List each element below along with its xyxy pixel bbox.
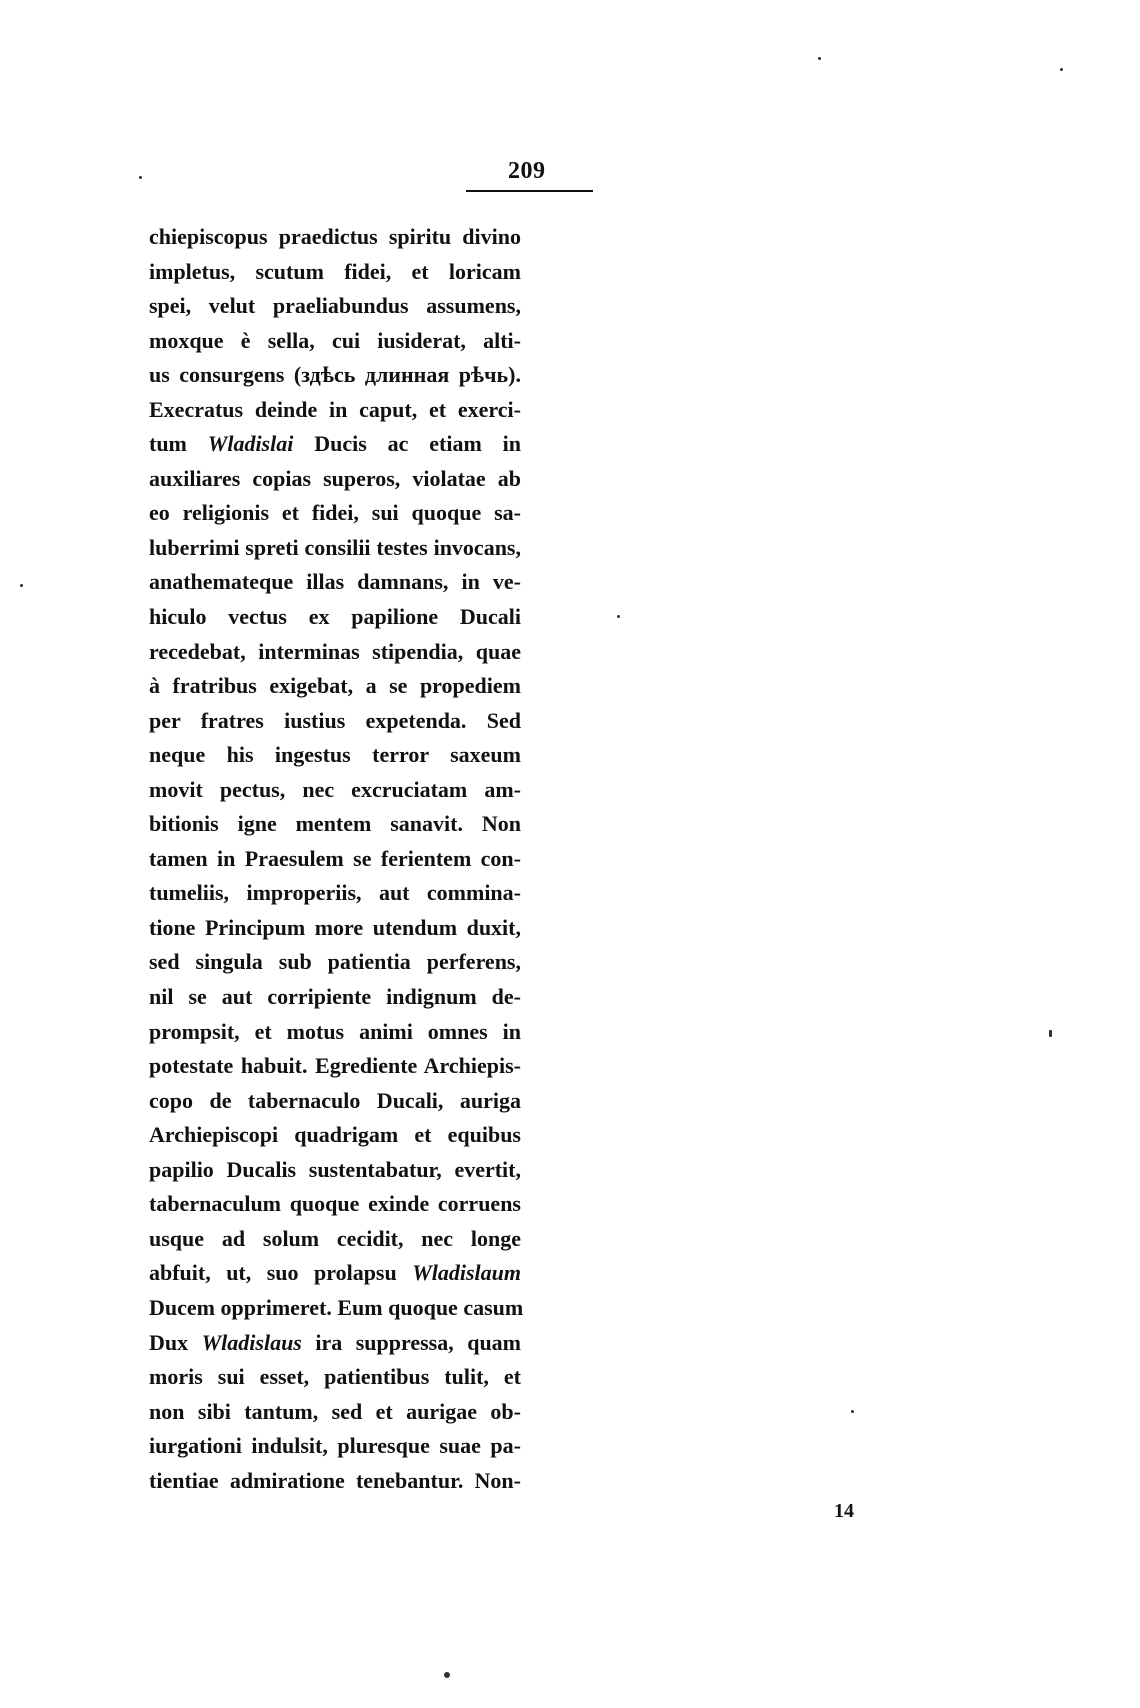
text-line: neque his ingestus terror saxeum xyxy=(149,742,521,768)
signature-mark: 14 xyxy=(834,1500,854,1522)
text-line: prompsit, et motus animi omnes in xyxy=(149,1018,521,1044)
text-line: tumeliis, improperiis, aut commina- xyxy=(149,880,521,906)
text-run: tum xyxy=(149,431,208,457)
scan-speck xyxy=(1049,1030,1052,1037)
scan-speck xyxy=(1060,68,1063,71)
text-line: à fratribus exigebat, a se propediem xyxy=(149,673,521,699)
text-line: papilio Ducalis sustentabatur, evertit, xyxy=(149,1156,521,1182)
text-line: tione Principum more utendum duxit, xyxy=(149,914,521,940)
scan-speck xyxy=(444,1672,450,1678)
text-line: recedebat, interminas stipendia, quae xyxy=(149,638,521,664)
text-line: Archiepiscopi quadrigam et equibus xyxy=(149,1122,521,1148)
text-line: tientiae admiratione tenebantur. Non- xyxy=(149,1467,521,1493)
text-run: ira suppressa, quam xyxy=(301,1329,522,1355)
scan-speck xyxy=(20,584,23,587)
scan-speck xyxy=(851,1410,854,1413)
text-line: luberrimi spreti consilii testes invocans, xyxy=(149,534,521,560)
italic-name: Wladislaum xyxy=(412,1260,521,1286)
text-line: nil se aut corripiente indignum de- xyxy=(149,984,521,1010)
text-line: movit pectus, nec excruciatam am- xyxy=(149,776,521,802)
text-line: usque ad solum cecidit, nec longe xyxy=(149,1225,521,1251)
text-line: chiepiscopus praedictus spiritu divino xyxy=(149,224,521,249)
text-line: moxque è sella, cui iusiderat, alti- xyxy=(149,327,521,353)
text-line: copo de tabernaculo Ducali, auriga xyxy=(149,1087,521,1113)
text-line: us consurgens (здѣсь длинная рѣчь). xyxy=(149,362,521,388)
text-line: Ducem opprimeret. Eum quoque casum xyxy=(149,1294,524,1320)
scan-speck xyxy=(139,176,142,179)
text-line xyxy=(149,1256,521,1291)
text-line: Execratus deinde in caput, et exerci- xyxy=(149,396,521,422)
text-line: anathemateque illas damnans, in ve- xyxy=(149,569,521,595)
italic-name: Wladislai xyxy=(207,431,294,457)
text-line: non sibi tantum, sed et aurigae ob- xyxy=(149,1398,521,1424)
text-line: eo religionis et fidei, sui quoque sa- xyxy=(149,500,521,526)
text-line xyxy=(149,427,521,462)
text-line: tamen in Praesulem se ferientem con- xyxy=(149,845,521,871)
header-rule xyxy=(466,190,593,192)
text-line: potestate habuit. Egrediente Archiepis- xyxy=(149,1053,521,1079)
text-run: Ducis ac etiam in xyxy=(293,431,522,457)
text-line: iurgationi indulsit, pluresque suae pa- xyxy=(149,1433,521,1459)
text-run: abfuit, ut, suo prolapsu xyxy=(149,1260,413,1286)
italic-name: Wladislaus xyxy=(201,1329,302,1355)
scan-speck xyxy=(818,57,821,60)
text-line: hiculo vectus ex papilione Ducali xyxy=(149,604,521,630)
text-line xyxy=(149,1326,521,1361)
scan-speck xyxy=(617,615,620,618)
text-line: tabernaculum quoque exinde corruens xyxy=(149,1191,521,1217)
text-line: sed singula sub patientia perferens, xyxy=(149,949,521,975)
text-line: impletus, scutum fidei, et loricam xyxy=(149,258,521,284)
page-number: 209 xyxy=(508,158,546,184)
text-line: moris sui esset, patientibus tulit, et xyxy=(149,1364,521,1390)
text-line: bitionis igne mentem sanavit. Non xyxy=(149,811,521,837)
text-line: per fratres iustius expetenda. Sed xyxy=(149,707,521,733)
body-text xyxy=(149,220,524,1498)
text-line: auxiliares copias superos, violatae ab xyxy=(149,465,521,491)
text-line: spei, velut praeliabundus assumens, xyxy=(149,293,521,319)
text-run: Dux xyxy=(149,1329,202,1355)
